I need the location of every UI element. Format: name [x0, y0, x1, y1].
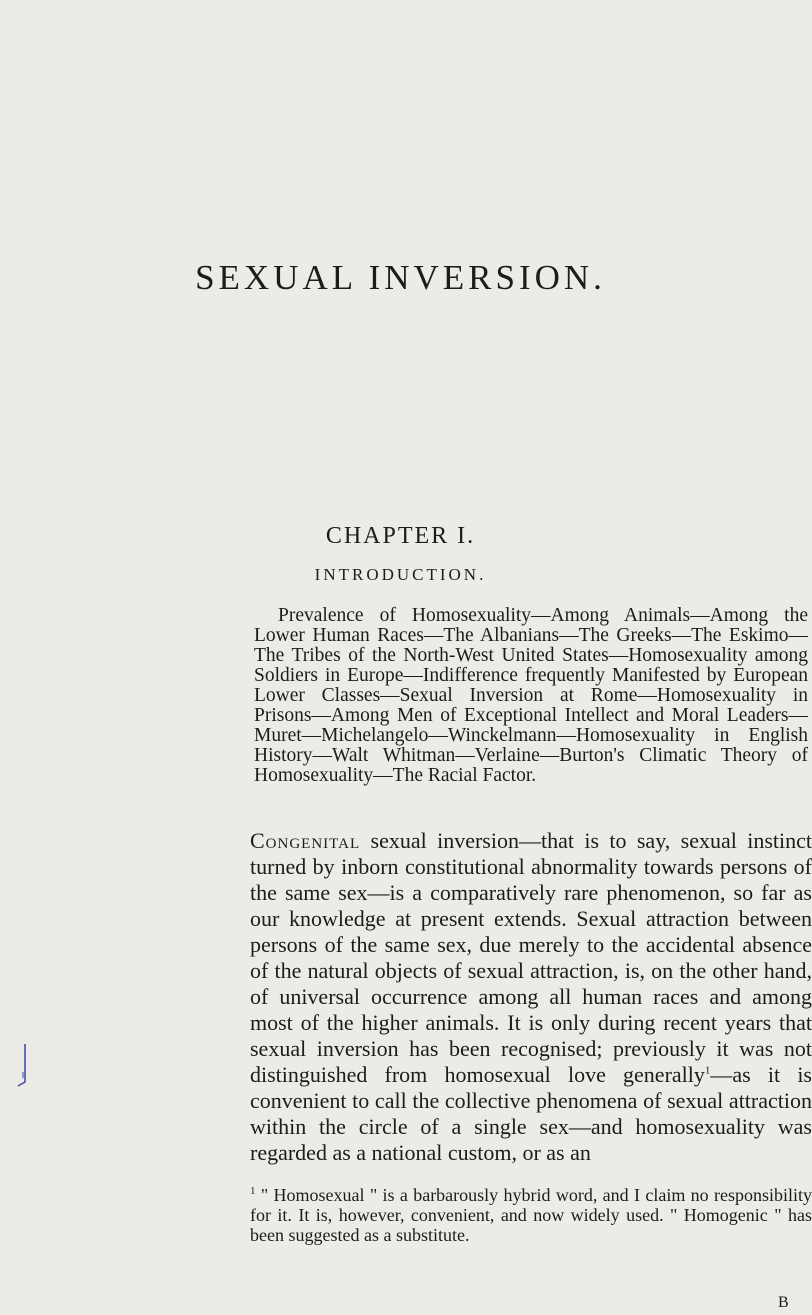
footnote-marker: 1: [250, 1185, 256, 1197]
chapter-heading: CHAPTER I.: [325, 523, 476, 549]
lead-word: Congenital: [250, 828, 361, 853]
section-heading: INTRODUCTION.: [314, 565, 487, 584]
book-title: SEXUAL INVERSION.: [195, 258, 606, 297]
chapter-synopsis: Prevalence of Homosexuality—Among Animals—Among the Lower Human Races—The Albanians—The Greeks—The Eskimo—The Tribes of the North-West United States—Homosexuality among Soldiers in Europe—Indifference frequently Manifested by European Lower Classes—Sexual Inversion at Rome—Homosexuality in Prisons—Among Men of Exceptional Intellect and Moral Leaders—Muret—Michelangelo—Winckelmann—Homosexuality in English History—Walt Whitman—Verlaine—Burton's Climatic Theory of Homosexuality—The Racial Factor.: [254, 605, 808, 786]
signature-mark: B: [778, 1294, 789, 1311]
body-text-part2: —as it is convenient to call the collective phenomena of sexual attraction within the circle of a single sex—and homosexuality was regarded as a national custom, or as an: [250, 1062, 812, 1165]
body-text-part1: sexual inversion—that is to say, sexual instinct turned by inborn constitutional abnormality towards persons of the same sex—is a comparatively rare phenomenon, so far as our knowledge at present extends. Sexual attraction between persons of the same sex, due merely to the accidental absence of the natural objects of sexual attraction, is, on the other hand, of universal occurrence among all human races and among most of the higher animals. It is only during recent years that sexual inversion has been recognised; previously it was not distinguished from homosexual love generally: [250, 828, 812, 1087]
body-paragraph: [250, 828, 812, 1166]
footnote: [250, 1185, 812, 1245]
margin-pencil-mark: [16, 1042, 30, 1088]
footnote-text: " Homosexual " is a barbarously hybrid word, and I claim no responsibility for it. It is, however, convenient, and now widely used. " Homogenic " has been suggested as a substitute.: [250, 1185, 812, 1245]
footnote-reference: 1: [704, 1064, 711, 1077]
